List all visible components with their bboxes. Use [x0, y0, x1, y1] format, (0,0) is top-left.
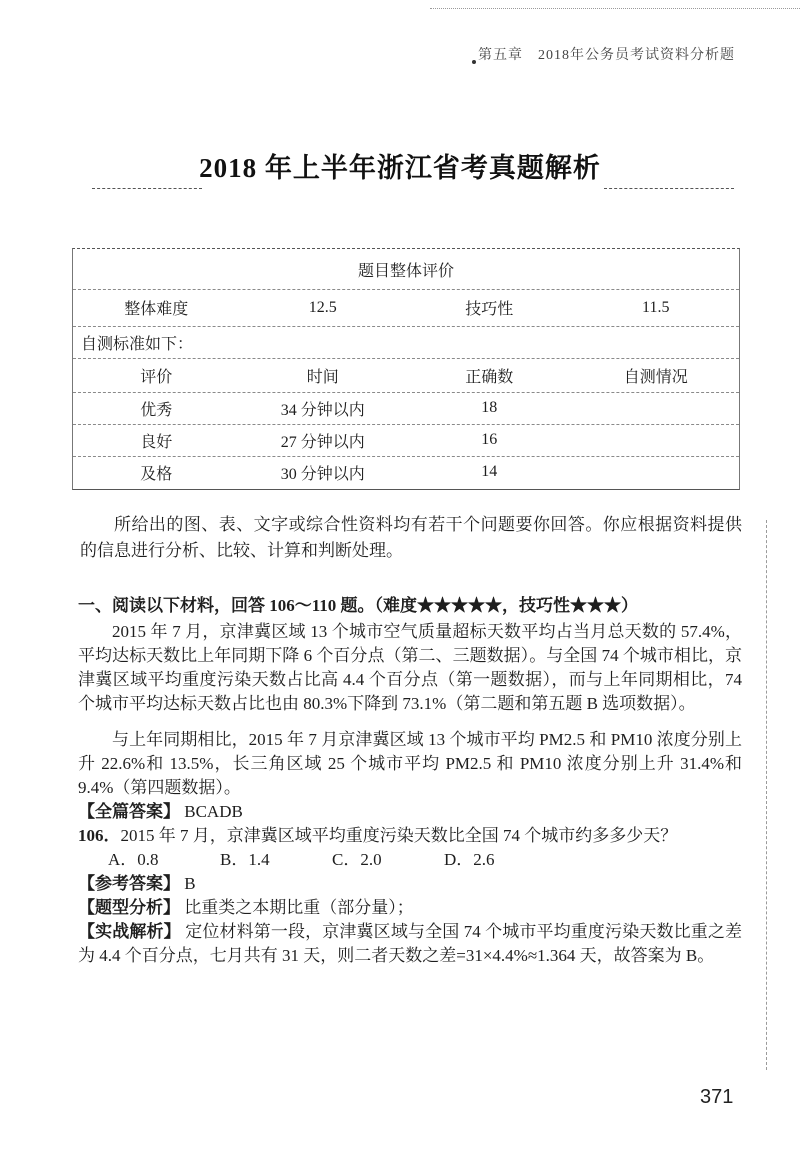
standard-row [73, 326, 739, 359]
grade-cell: 良好 [140, 433, 173, 451]
difficulty-row [73, 289, 739, 327]
difficulty-label: 整体难度 [124, 301, 189, 318]
reference-answer-value: B [184, 874, 196, 893]
reference-answer-label: 【参考答案】 [78, 874, 180, 893]
grade-cell: 优秀 [140, 401, 173, 419]
page-number: 371 [700, 1086, 734, 1108]
section-body [78, 594, 742, 968]
evaluation-heading-row [73, 249, 739, 290]
correct-cell: 18 [481, 399, 498, 416]
practical-analysis-text: 定位材料第一段，京津冀区域与全国 74 个城市平均重度污染天数比重之差为 4.4 个百分点，七月共有 31 天，则二者天数之差=31×4.4%≈1.364 天，故答案为 B。 [78, 922, 743, 965]
full-answer-value: BCADB [184, 802, 243, 821]
column-header: 评价 [140, 368, 173, 386]
intro-paragraph: 所给出的图、表、文字或综合性资料均有若干个问题要你回答。你应根据资料提供的信息进行分析、比较、计算和判断处理。 [80, 515, 742, 560]
page-edge-line [766, 520, 767, 1070]
title-rule-right [604, 188, 734, 189]
practical-analysis [78, 920, 742, 968]
running-title-dot [472, 60, 476, 64]
full-answer-line [78, 800, 742, 824]
table-header-row [73, 358, 739, 393]
table-row [73, 392, 739, 425]
type-analysis-text: 比重类之本期比重（部分量）； [184, 898, 414, 917]
full-answer-label: 【全篇答案】 [78, 802, 180, 821]
option-a: A．0.8 [108, 850, 159, 869]
question-text: 2015 年 7 月，京津冀区域平均重度污染天数比全国 74 个城市约多多少天？ [120, 826, 678, 845]
running-title: 第五章 2018年公务员考试资料分析题 [478, 48, 735, 63]
page-title: 2018 年上半年浙江省考真题解析 [199, 153, 601, 183]
correct-cell: 14 [481, 463, 498, 480]
type-analysis-label: 【题型分析】 [78, 898, 180, 917]
material-paragraph: 2015 年 7 月，京津冀区域 13 个城市空气质量超标天数平均占当月总天数的 57.4%，平均达标天数比上年同期下降 6 个百分点（第二、三题数据）。与全国 74 个城市相比，京津冀区域平均重度污染天数占比高 4.4 个百分点（第一题数据），而与上年同期相比，74 个城市平均达标天数占比也由 80.3%下降到 73.1%（第二题和第五题 B 选项数据）。 [78, 622, 742, 713]
correct-cell: 16 [481, 431, 498, 448]
column-header: 正确数 [465, 368, 514, 386]
skill-label: 技巧性 [465, 301, 514, 318]
skill-value: 11.5 [642, 298, 670, 316]
difficulty-value: 12.5 [308, 298, 337, 316]
grade-cell: 及格 [140, 465, 173, 483]
top-dotted-rule [430, 8, 800, 9]
reference-answer-line [78, 872, 742, 896]
material-paragraph: 与上年同期相比，2015 年 7 月京津冀区域 13 个城市平均 PM2.5 和 PM10 浓度分别上升 22.6%和 13.5%，长三角区域 25 个城市平均 PM2.5 和 PM10 浓度分别上升 31.4%和 9.4%（第四题数据）。 [78, 730, 742, 797]
title-rule-left [92, 188, 202, 189]
time-cell: 34 分钟以内 [280, 401, 365, 419]
section-heading: 一、阅读以下材料，回答 106～110 题。（难度★★★★★，技巧性★★★） [78, 596, 639, 615]
time-cell: 30 分钟以内 [280, 465, 365, 483]
column-header: 时间 [306, 368, 339, 386]
option-c: C．2.0 [332, 850, 382, 869]
evaluation-heading: 题目整体评价 [357, 262, 454, 280]
table-row [73, 424, 739, 457]
table-row [73, 456, 739, 488]
question-stem [78, 824, 742, 848]
type-analysis-line [78, 896, 742, 920]
practical-analysis-label: 【实战解析】 [78, 922, 181, 941]
question-number: 106． [78, 826, 121, 845]
time-cell: 27 分钟以内 [280, 433, 365, 451]
option-b: B．1.4 [220, 850, 270, 869]
material [78, 620, 742, 800]
options-list [78, 848, 742, 872]
evaluation-table [72, 248, 740, 490]
option-d: D．2.6 [444, 850, 495, 869]
standard-label: 自测标准如下： [81, 335, 194, 353]
column-header: 自测情况 [623, 368, 688, 386]
